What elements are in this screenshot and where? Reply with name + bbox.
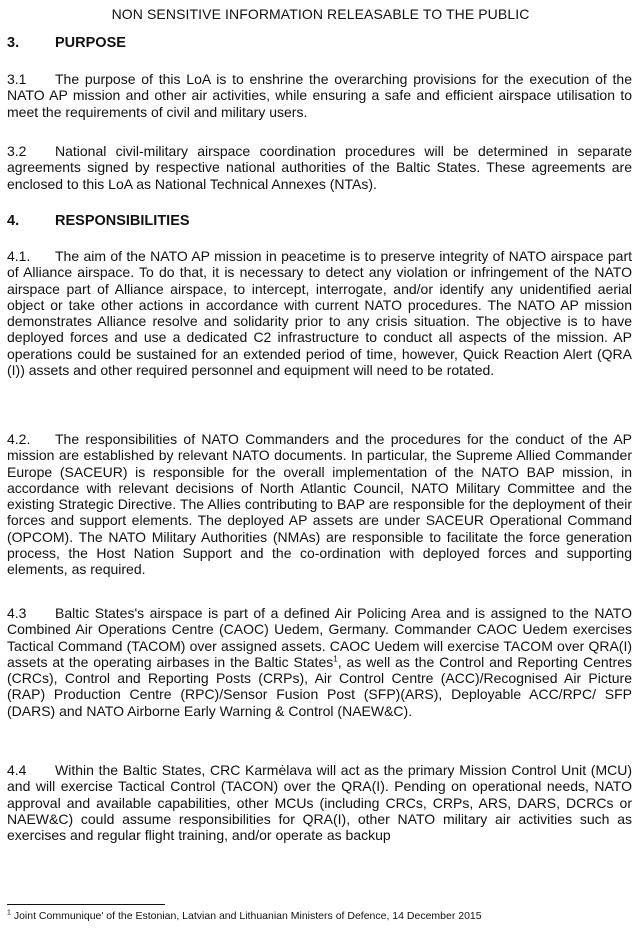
- paragraph-3-1: [7, 71, 632, 120]
- paragraph-text: National civil-military airspace coordination procedures will be determined in separate agreements signed by respective national authorities of the Baltic States. These agreements are enclosed to this LoA as National Technical Annexes (NTAs).: [7, 143, 632, 192]
- paragraph-4-1: [7, 248, 632, 378]
- paragraph-text: The aim of the NATO AP mission in peacetime is to preserve integrity of NATO airspace part of Alliance airspace. To do that, it is necessary to detect any violation or infringement of the NATO airspace part of Alliance airspace, to intercept, interrogate, and/or identify any unidentified aerial object or take other actions in accordance with current NATO procedures. The NATO AP mission demonstrates Alliance resolve and solidarity prior to any crisis situation. The objective is to have deployed forces and use a dedicated C2 infrastructure to conduct all aspects of the mission. AP operations could be sustained for an extended period of time, however, Quick Reaction Alert (QRA (I)) assets and other required personnel and equipment will need to be rotated.: [7, 248, 632, 379]
- footnote-number: 1: [7, 909, 11, 917]
- paragraph-text: Within the Baltic States, CRC Karmėlava will act as the primary Mission Control Unit (MCU) and will exercise Tactical Control (TACON) over the QRA(I). Pending on operational needs, NATO approval and available capabilities, other MCUs (including CRCs, CRPs, ARS, DARS, DCRCs or NAEW&C) could assume responsibilities for QRA(I), other NATO military air activities such as exercises and regular flight training, and/or operate as backup: [7, 762, 632, 844]
- section-number: 3.: [7, 35, 20, 51]
- footnote-divider: [7, 904, 165, 905]
- section-heading-responsibilities: [7, 213, 190, 229]
- footnote-reference: 1: [333, 654, 338, 664]
- paragraph-number: 4.4: [7, 762, 27, 778]
- paragraph-4-3: [7, 605, 632, 719]
- paragraph-number: 4.3: [7, 605, 27, 621]
- paragraph-4-2: [7, 431, 632, 578]
- paragraph-text: Baltic States's airspace is part of a defined Air Policing Area and is assigned to the NATO Combined Air Operations Centre (CAOC) Uedem, Germany. Commander CAOC Uedem exercises Tactical Command (TACOM) over assigned assets. CAOC Uedem will exercise TACOM over QRA(I) assets at the operating airbases in the Baltic States: [7, 605, 632, 670]
- paragraph-text-continued: , as well as the Control and Reporting Centres (CRCs), Control and Reporting Posts (CRPs), Air Control Centre (ACC)/Recognised Air Picture (RAP) Production Centre (RPC)/Sensor Fusion Post (SFP)(ARS), Deployable ACC/RPC/ SFP (DARS) and NATO Airborne Early Warning & Control (NAEW&C).: [7, 653, 632, 719]
- paragraph-text: The purpose of this LoA is to enshrine the overarching provisions for the execution of the NATO AP mission and other air activities, while ensuring a safe and efficient airspace utilisation to meet the requirements of civil and military users.: [7, 71, 632, 120]
- paragraph-4-4: [7, 762, 632, 843]
- paragraph-text: The responsibilities of NATO Commanders and the procedures for the conduct of the AP mission are established by relevant NATO documents. In particular, the Supreme Allied Commander Europe (SACEUR) is responsible for the overall implementation of the NATO BAP mission, in accordance with relevant decisions of North Atlantic Council, NATO Military Committee and the existing Strategic Directive. The Allies contributing to BAP are responsible for the deployment of their forces and support elements. The deployed AP assets are under SACEUR Operational Command (OPCOM). The NATO Military Authorities (NMAs) are responsible to facilitate the force generation process, the Host Nation Support and the co-ordination with deployed forces and supporting elements, as required.: [7, 431, 632, 578]
- footnote-text: Joint Communique' of the Estonian, Latvian and Lithuanian Ministers of Defence, 14 December 2015: [13, 910, 482, 922]
- section-number: 4.: [7, 213, 20, 229]
- paragraph-number: 3.2: [7, 143, 27, 159]
- footnote: [7, 910, 482, 922]
- paragraph-3-2: [7, 143, 632, 192]
- classification-header: NON SENSITIVE INFORMATION RELEASABLE TO THE PUBLIC: [111, 6, 530, 22]
- paragraph-number: 4.2.: [7, 431, 31, 447]
- section-title: RESPONSIBILITIES: [55, 213, 190, 229]
- section-title: PURPOSE: [55, 35, 126, 51]
- section-heading-purpose: [7, 35, 126, 51]
- paragraph-number: 3.1: [7, 71, 27, 87]
- paragraph-number: 4.1.: [7, 248, 31, 264]
